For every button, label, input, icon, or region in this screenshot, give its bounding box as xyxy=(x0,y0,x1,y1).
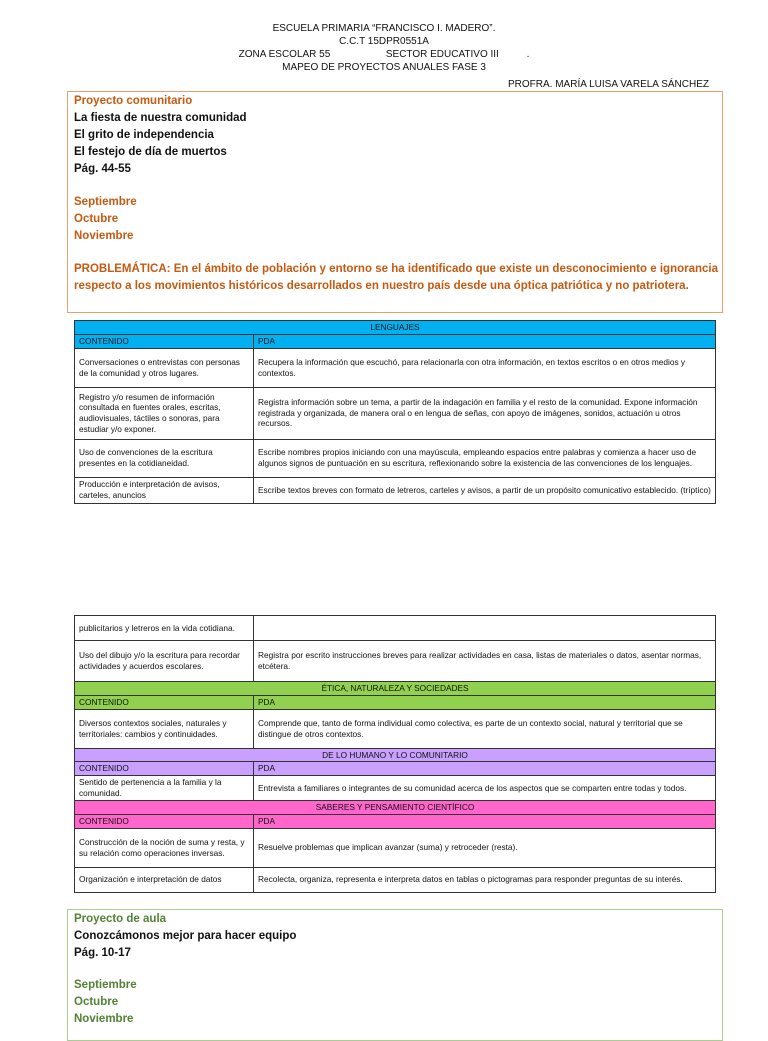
pda-cell: Registra información sobre un tema, a partir de la indagación en familia y el resto de la comunidad. Expone información registrada y organizada, de manera oral o en lengua de señas, con apoyo de imágenes, sonidos, actuación u otros recursos. xyxy=(254,387,716,439)
project-line: La fiesta de nuestra comunidad xyxy=(74,112,247,124)
content-cell: Registro y/o resumen de información consultada en fuentes orales, escritas, audiovisuales, táctiles o sonoras, para estudiar y/o exponer. xyxy=(75,387,254,439)
content-cell: Sentido de pertenencia a la familia y la comunidad. xyxy=(75,776,254,801)
document-header xyxy=(0,22,768,74)
content-cell: Organización e interpretación de datos xyxy=(75,867,254,892)
month: Septiembre xyxy=(74,979,137,991)
project-type: Proyecto de aula xyxy=(74,913,167,925)
col-pda: PDA xyxy=(254,762,716,776)
school-name: ESCUELA PRIMARIA “FRANCISCO I. MADERO”. xyxy=(272,23,496,34)
pda-cell: Resuelve problemas que implican avanzar (suma) y retroceder (resta). xyxy=(254,828,716,867)
project-line: El festejo de día de muertos xyxy=(74,146,227,158)
pda-cell: Recupera la información que escuchó, para relacionarla con otra información, en textos escritos o en otros medios y contextos. xyxy=(254,348,716,387)
col-pda: PDA xyxy=(254,814,716,828)
content-cell: Uso de convenciones de la escritura presentes en la cotidianeidad. xyxy=(75,439,254,477)
month: Octubre xyxy=(74,996,119,1008)
pda-cell: Comprende que, tanto de forma individual como colectiva, es parte de un contexto social, natural y territorial que se distingue de otros contextos. xyxy=(254,709,716,748)
continued-table xyxy=(74,615,716,893)
document-title: MAPEO DE PROYECTOS ANUALES FASE 3 xyxy=(282,62,486,73)
project-line: El grito de independencia xyxy=(74,129,214,141)
pda-cell xyxy=(254,616,716,641)
cct-code: C.C.T 15DPR0551A xyxy=(339,36,429,47)
pda-cell: Escribe textos breves con formato de letreros, carteles y avisos, a partir de un propósito comunicativo establecido. (tríptico) xyxy=(254,477,716,503)
col-contenido: CONTENIDO xyxy=(75,762,254,776)
col-pda: PDA xyxy=(254,334,716,348)
teacher-name: PROFRA. MARÍA LUISA VARELA SÁNCHEZ xyxy=(508,79,709,90)
month: Octubre xyxy=(74,213,119,225)
content-cell: Conversaciones o entrevistas con personas de la comunidad y otros lugares. xyxy=(75,348,254,387)
pda-cell: Registra por escrito instrucciones breves para realizar actividades en casa, listas de materiales o datos, asentar normas, etcétera. xyxy=(254,641,716,682)
project-type: Proyecto comunitario xyxy=(74,95,193,107)
pda-cell: Recolecta, organiza, representa e interpreta datos en tablas o pictogramas para responder preguntas de su interés. xyxy=(254,867,716,892)
band-etica: ÉTICA, NATURALEZA Y SOCIEDADES xyxy=(75,682,716,696)
zone-sector: ZONA ESCOLAR 55 SECTOR EDUCATIVO III . xyxy=(238,49,530,60)
col-contenido: CONTENIDO xyxy=(75,814,254,828)
col-contenido: CONTENIDO xyxy=(75,695,254,709)
band-saberes: SABERES Y PENSAMIENTO CIENTÍFICO xyxy=(75,801,716,815)
band-humano: DE LO HUMANO Y LO COMUNITARIO xyxy=(75,748,716,762)
problem-statement: PROBLEMÁTICA: En el ámbito de población y entorno se ha identificado que existe un desconocimiento e ignorancia respecto a los movimientos históricos desarrollados en nuestro país desde una óptica patriótica y no patriotera. xyxy=(74,263,718,292)
lenguajes-table xyxy=(74,320,716,504)
project-pages: Pág. 10-17 xyxy=(74,947,131,959)
month: Noviembre xyxy=(74,230,134,242)
month: Noviembre xyxy=(74,1013,134,1025)
band-lenguajes: LENGUAJES xyxy=(75,321,716,335)
pda-cell: Escribe nombres propios iniciando con una mayúscula, empleando espacios entre palabras y comienza a hacer uso de algunos signos de puntuación en su escritura, reflexionando sobre la existencia de las convenciones de los lenguajes. xyxy=(254,439,716,477)
project-pages: Pág. 44-55 xyxy=(74,163,131,175)
month: Septiembre xyxy=(74,196,137,208)
pda-cell: Entrevista a familiares o integrantes de su comunidad acerca de los aspectos que se comparten entre todas y todos. xyxy=(254,776,716,801)
col-pda: PDA xyxy=(254,695,716,709)
content-cell: Construcción de la noción de suma y resta, y su relación como operaciones inversas. xyxy=(75,828,254,867)
content-cell: Diversos contextos sociales, naturales y territoriales: cambios y continuidades. xyxy=(75,709,254,748)
classroom-project xyxy=(74,911,718,1028)
content-cell: Uso del dibujo y/o la escritura para recordar actividades y acuerdos escolares. xyxy=(75,641,254,682)
content-cell: Producción e interpretación de avisos, carteles, anuncios xyxy=(75,477,254,503)
project-line: Conozcámonos mejor para hacer equipo xyxy=(74,930,297,942)
content-cell: publicitarios y letreros en la vida cotidiana. xyxy=(75,616,254,641)
community-project xyxy=(74,93,718,294)
col-contenido: CONTENIDO xyxy=(75,334,254,348)
